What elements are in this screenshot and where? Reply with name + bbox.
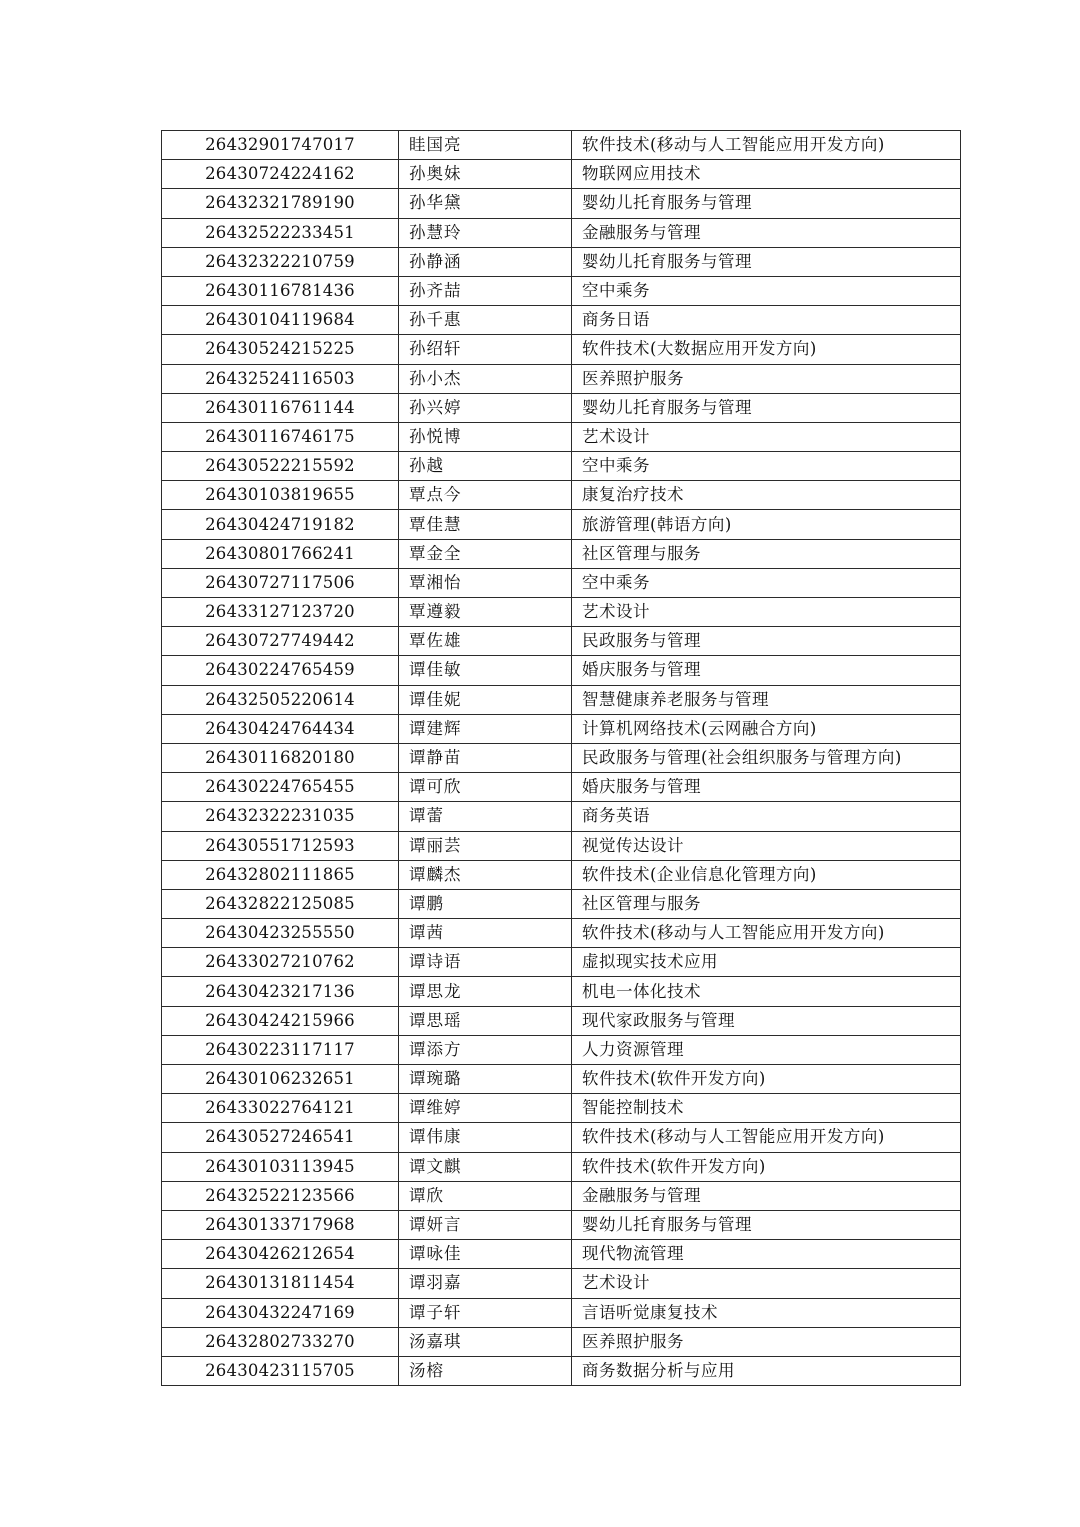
candidate-id-cell: 26430116781436	[162, 276, 399, 305]
major-cell: 艺术设计	[572, 422, 961, 451]
candidate-id-cell: 26430424764434	[162, 714, 399, 743]
major-cell: 金融服务与管理	[572, 1181, 961, 1210]
candidate-id-cell: 26432822125085	[162, 889, 399, 918]
student-name-cell: 覃金全	[399, 539, 572, 568]
candidate-id-cell: 26430724224162	[162, 160, 399, 189]
table-row	[162, 247, 961, 276]
student-name-cell: 谭咏佳	[399, 1240, 572, 1269]
major-cell: 智慧健康养老服务与管理	[572, 685, 961, 714]
major-cell: 现代家政服务与管理	[572, 1006, 961, 1035]
student-name-cell: 谭鹏	[399, 889, 572, 918]
student-name-cell: 谭蕾	[399, 802, 572, 831]
major-cell: 民政服务与管理	[572, 627, 961, 656]
major-cell: 现代物流管理	[572, 1240, 961, 1269]
candidate-id-cell: 26430106232651	[162, 1065, 399, 1094]
student-name-cell: 覃佐雄	[399, 627, 572, 656]
major-cell: 医养照护服务	[572, 364, 961, 393]
candidate-id-cell: 26430133717968	[162, 1210, 399, 1239]
student-name-cell: 谭琬璐	[399, 1065, 572, 1094]
table-row	[162, 1269, 961, 1298]
major-cell: 软件技术(移动与人工智能应用开发方向)	[572, 919, 961, 948]
candidate-id-cell: 26430551712593	[162, 831, 399, 860]
candidate-id-cell: 26430224765455	[162, 773, 399, 802]
candidate-id-cell: 26430423115705	[162, 1356, 399, 1385]
student-name-cell: 谭欣	[399, 1181, 572, 1210]
major-cell: 婴幼儿托育服务与管理	[572, 247, 961, 276]
major-cell: 软件技术(移动与人工智能应用开发方向)	[572, 131, 961, 160]
student-name-cell: 谭思瑶	[399, 1006, 572, 1035]
student-name-cell: 覃佳慧	[399, 510, 572, 539]
student-name-cell: 覃遵毅	[399, 598, 572, 627]
candidate-id-cell: 26430727117506	[162, 568, 399, 597]
major-cell: 软件技术(软件开发方向)	[572, 1065, 961, 1094]
table-row	[162, 160, 961, 189]
major-cell: 物联网应用技术	[572, 160, 961, 189]
table-row	[162, 948, 961, 977]
candidate-id-cell: 26430801766241	[162, 539, 399, 568]
candidate-id-cell: 26430524215225	[162, 335, 399, 364]
table-row	[162, 131, 961, 160]
major-cell: 社区管理与服务	[572, 539, 961, 568]
student-name-cell: 孙绍轩	[399, 335, 572, 364]
candidate-id-cell: 26430423255550	[162, 919, 399, 948]
table-row	[162, 1356, 961, 1385]
table-row	[162, 1006, 961, 1035]
candidate-id-cell: 26430103819655	[162, 481, 399, 510]
major-cell: 康复治疗技术	[572, 481, 961, 510]
major-cell: 婚庆服务与管理	[572, 773, 961, 802]
student-name-cell: 覃湘怡	[399, 568, 572, 597]
student-name-cell: 孙小杰	[399, 364, 572, 393]
table-row	[162, 510, 961, 539]
student-name-cell: 谭麟杰	[399, 860, 572, 889]
student-name-cell: 谭添方	[399, 1035, 572, 1064]
major-cell: 金融服务与管理	[572, 218, 961, 247]
major-cell: 计算机网络技术(云网融合方向)	[572, 714, 961, 743]
table-row	[162, 627, 961, 656]
student-name-cell: 孙奥妹	[399, 160, 572, 189]
major-cell: 婴幼儿托育服务与管理	[572, 393, 961, 422]
candidate-id-cell: 26433027210762	[162, 948, 399, 977]
student-name-cell: 孙华黛	[399, 189, 572, 218]
student-name-cell: 孙千惠	[399, 306, 572, 335]
candidate-id-cell: 26430423217136	[162, 977, 399, 1006]
candidate-id-cell: 26432505220614	[162, 685, 399, 714]
student-name-cell: 汤嘉琪	[399, 1327, 572, 1356]
major-cell: 软件技术(移动与人工智能应用开发方向)	[572, 1123, 961, 1152]
table-row	[162, 685, 961, 714]
table-row	[162, 831, 961, 860]
table-row	[162, 393, 961, 422]
candidate-id-cell: 26432802733270	[162, 1327, 399, 1356]
major-cell: 空中乘务	[572, 568, 961, 597]
table-row	[162, 1240, 961, 1269]
table-row	[162, 1152, 961, 1181]
major-cell: 软件技术(软件开发方向)	[572, 1152, 961, 1181]
major-cell: 婴幼儿托育服务与管理	[572, 189, 961, 218]
major-cell: 旅游管理(韩语方向)	[572, 510, 961, 539]
student-name-cell: 谭可欣	[399, 773, 572, 802]
candidate-id-cell: 26430424719182	[162, 510, 399, 539]
table-row	[162, 189, 961, 218]
student-name-cell: 谭文麒	[399, 1152, 572, 1181]
roster-table-body	[162, 131, 961, 1386]
table-row	[162, 1123, 961, 1152]
table-row	[162, 276, 961, 305]
table-row	[162, 598, 961, 627]
student-name-cell: 孙兴婷	[399, 393, 572, 422]
table-row	[162, 802, 961, 831]
student-name-cell: 谭妍言	[399, 1210, 572, 1239]
candidate-id-cell: 26433022764121	[162, 1094, 399, 1123]
table-row	[162, 1094, 961, 1123]
major-cell: 视觉传达设计	[572, 831, 961, 860]
major-cell: 社区管理与服务	[572, 889, 961, 918]
candidate-id-cell: 26430432247169	[162, 1298, 399, 1327]
student-name-cell: 汤榕	[399, 1356, 572, 1385]
major-cell: 艺术设计	[572, 1269, 961, 1298]
major-cell: 婚庆服务与管理	[572, 656, 961, 685]
candidate-id-cell: 26430522215592	[162, 452, 399, 481]
table-row	[162, 1065, 961, 1094]
table-row	[162, 773, 961, 802]
student-name-cell: 谭维婷	[399, 1094, 572, 1123]
student-name-cell: 覃点今	[399, 481, 572, 510]
candidate-id-cell: 26432522123566	[162, 1181, 399, 1210]
major-cell: 虚拟现实技术应用	[572, 948, 961, 977]
candidate-id-cell: 26430727749442	[162, 627, 399, 656]
table-row	[162, 714, 961, 743]
major-cell: 商务数据分析与应用	[572, 1356, 961, 1385]
table-row	[162, 656, 961, 685]
candidate-id-cell: 26430224765459	[162, 656, 399, 685]
table-row	[162, 743, 961, 772]
candidate-id-cell: 26432522233451	[162, 218, 399, 247]
table-row	[162, 919, 961, 948]
table-row	[162, 1327, 961, 1356]
major-cell: 婴幼儿托育服务与管理	[572, 1210, 961, 1239]
major-cell: 软件技术(企业信息化管理方向)	[572, 860, 961, 889]
candidate-id-cell: 26432322210759	[162, 247, 399, 276]
candidate-id-cell: 26430116761144	[162, 393, 399, 422]
student-name-cell: 谭羽嘉	[399, 1269, 572, 1298]
student-name-cell: 孙静涵	[399, 247, 572, 276]
student-name-cell: 谭佳妮	[399, 685, 572, 714]
table-row	[162, 539, 961, 568]
table-row	[162, 422, 961, 451]
student-name-cell: 眭国亮	[399, 131, 572, 160]
major-cell: 商务英语	[572, 802, 961, 831]
candidate-id-cell: 26430103113945	[162, 1152, 399, 1181]
candidate-id-cell: 26430104119684	[162, 306, 399, 335]
table-row	[162, 977, 961, 1006]
student-name-cell: 谭伟康	[399, 1123, 572, 1152]
student-name-cell: 谭丽芸	[399, 831, 572, 860]
major-cell: 人力资源管理	[572, 1035, 961, 1064]
candidate-id-cell: 26430116820180	[162, 743, 399, 772]
major-cell: 机电一体化技术	[572, 977, 961, 1006]
student-name-cell: 谭思龙	[399, 977, 572, 1006]
major-cell: 言语听觉康复技术	[572, 1298, 961, 1327]
candidate-id-cell: 26430424215966	[162, 1006, 399, 1035]
candidate-id-cell: 26430131811454	[162, 1269, 399, 1298]
student-name-cell: 谭子轩	[399, 1298, 572, 1327]
candidate-id-cell: 26430223117117	[162, 1035, 399, 1064]
major-cell: 空中乘务	[572, 452, 961, 481]
table-row	[162, 568, 961, 597]
table-row	[162, 1210, 961, 1239]
student-name-cell: 孙悦博	[399, 422, 572, 451]
table-row	[162, 306, 961, 335]
table-row	[162, 218, 961, 247]
candidate-id-cell: 26430426212654	[162, 1240, 399, 1269]
student-name-cell: 谭建辉	[399, 714, 572, 743]
student-name-cell: 孙慧玲	[399, 218, 572, 247]
candidate-id-cell: 26430527246541	[162, 1123, 399, 1152]
student-name-cell: 谭静苗	[399, 743, 572, 772]
major-cell: 软件技术(大数据应用开发方向)	[572, 335, 961, 364]
table-row	[162, 889, 961, 918]
major-cell: 医养照护服务	[572, 1327, 961, 1356]
major-cell: 空中乘务	[572, 276, 961, 305]
table-row	[162, 481, 961, 510]
major-cell: 商务日语	[572, 306, 961, 335]
candidate-id-cell: 26433127123720	[162, 598, 399, 627]
major-cell: 民政服务与管理(社会组织服务与管理方向)	[572, 743, 961, 772]
table-row	[162, 860, 961, 889]
candidate-id-cell: 26432901747017	[162, 131, 399, 160]
student-name-cell: 孙齐喆	[399, 276, 572, 305]
table-row	[162, 335, 961, 364]
candidate-id-cell: 26432321789190	[162, 189, 399, 218]
table-row	[162, 1181, 961, 1210]
candidate-id-cell: 26432524116503	[162, 364, 399, 393]
student-name-cell: 谭茜	[399, 919, 572, 948]
student-name-cell: 孙越	[399, 452, 572, 481]
major-cell: 艺术设计	[572, 598, 961, 627]
candidate-id-cell: 26432802111865	[162, 860, 399, 889]
student-name-cell: 谭诗语	[399, 948, 572, 977]
major-cell: 智能控制技术	[572, 1094, 961, 1123]
table-row	[162, 1035, 961, 1064]
table-row	[162, 1298, 961, 1327]
student-name-cell: 谭佳敏	[399, 656, 572, 685]
table-row	[162, 364, 961, 393]
table-row	[162, 452, 961, 481]
student-roster-table	[161, 130, 961, 1386]
candidate-id-cell: 26430116746175	[162, 422, 399, 451]
candidate-id-cell: 26432322231035	[162, 802, 399, 831]
